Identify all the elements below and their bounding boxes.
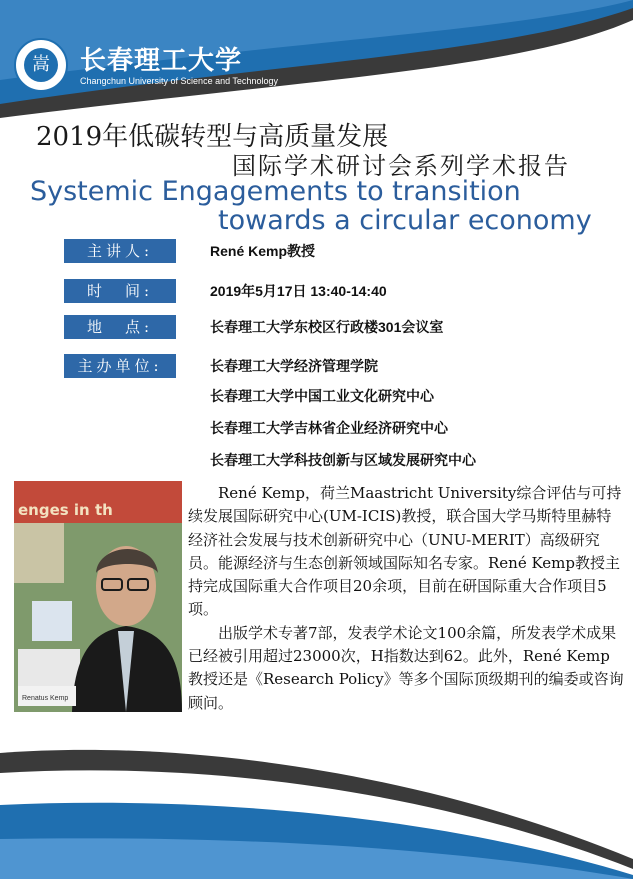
footer-swoosh bbox=[0, 709, 633, 879]
title-cn-line1: 2019年低碳转型与高质量发展 bbox=[36, 122, 389, 152]
university-logo bbox=[14, 38, 68, 92]
photo-nameplate-text: Renatus Kemp bbox=[22, 695, 69, 702]
time-label: 时 间: bbox=[64, 279, 176, 303]
time-value: 2019年5月17日 13:40-14:40 bbox=[210, 283, 387, 299]
speaker-portrait-image bbox=[14, 481, 182, 712]
host-org-2: 长春理工大学中国工业文化研究中心 bbox=[210, 388, 434, 404]
info-row-host bbox=[64, 354, 624, 380]
photo-backdrop-text: enges in th bbox=[18, 501, 113, 519]
bio-paragraph-2: 出版学术专著7部，发表学术论文100余篇，所发表学术成果已经被引用超过23000次，H指数达到62。此外，René Kemp 教授还是《Research Policy》等多个国际顶级期刊的编委或咨询顾问。 bbox=[188, 623, 624, 712]
title-cn-line2: 国际学术研讨会系列学术报告 bbox=[232, 152, 570, 180]
place-label: 地 点: bbox=[64, 315, 176, 339]
info-row-place bbox=[64, 315, 624, 341]
place-value: 长春理工大学东校区行政楼301会议室 bbox=[210, 319, 444, 335]
speaker-label: 主讲人: bbox=[64, 239, 176, 263]
info-row-speaker bbox=[64, 239, 624, 265]
host-org-1: 长春理工大学经济管理学院 bbox=[210, 358, 378, 374]
title-en-line1: Systemic Engagements to transition bbox=[30, 176, 521, 207]
host-org-4: 长春理工大学科技创新与区域发展研究中心 bbox=[210, 452, 476, 468]
speaker-value: René Kemp教授 bbox=[210, 243, 316, 259]
bio-paragraph-1: René Kemp，荷兰Maastricht University综合评估与可持续发展国际研究中心(UM-ICIS)教授，联合国大学马斯特里赫特经济社会发展与技术创新研究中心（UNU-MERIT）高级研究员。能源经济与生态创新领域国际知名专家。René Kemp教授主持完成国际重大合作项目20余项，目前在研国际重大合作项目5项。 bbox=[188, 484, 622, 619]
speaker-photo bbox=[14, 481, 182, 712]
university-name-cn: 长春理工大学 bbox=[80, 46, 243, 76]
host-org-3: 长春理工大学吉林省企业经济研究中心 bbox=[210, 420, 448, 436]
speaker-bio bbox=[188, 482, 624, 715]
info-row-time bbox=[64, 279, 624, 305]
logo-emblem-icon: 嵩 bbox=[24, 48, 58, 82]
university-name-en: Changchun University of Science and Technology bbox=[80, 76, 278, 86]
title-en-line2: towards a circular economy bbox=[218, 205, 592, 236]
host-label: 主办单位: bbox=[64, 354, 176, 378]
